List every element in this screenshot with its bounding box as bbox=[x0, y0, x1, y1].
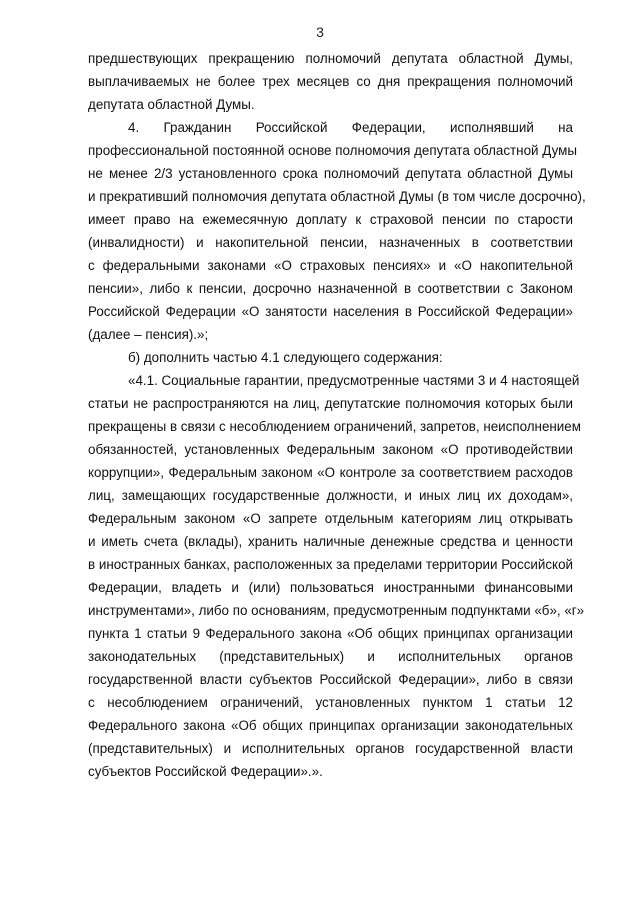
text-line: с федеральными законами «О страховых пенсиях» и «О накопительной bbox=[88, 258, 573, 273]
page-number: 3 bbox=[316, 24, 324, 40]
paragraph bbox=[88, 346, 573, 369]
text-line: (далее – пенсия).»; bbox=[88, 327, 209, 342]
text-line: законодательных (представительных) и исполнительных органов bbox=[88, 649, 573, 664]
text-line: имеет право на ежемесячную доплату к страховой пенсии по старости bbox=[88, 212, 573, 227]
text-line: Федеральным законом «О запрете отдельным категориям лиц открывать bbox=[88, 511, 573, 526]
text-line: 4. Гражданин Российской Федерации, исполнявший на bbox=[128, 120, 573, 135]
text-line: инструментами», либо по основаниям, предусмотренным подпунктами «б», «г» bbox=[88, 603, 585, 618]
text-line: пенсии», либо к пенсии, досрочно назначенной в соответствии с Законом bbox=[88, 281, 573, 296]
text-line: с несоблюдением ограничений, установленных пунктом 1 статьи 12 bbox=[88, 695, 573, 710]
text-line: и иметь счета (вклады), хранить наличные денежные средства и ценности bbox=[88, 534, 573, 549]
text-line: (представительных) и исполнительных органов государственной власти bbox=[88, 741, 573, 756]
text-line: Федерального закона «Об общих принципах организации законодательных bbox=[88, 718, 573, 733]
text-line: Российской Федерации «О занятости населения в Российской Федерации» bbox=[88, 304, 573, 319]
document-body bbox=[88, 47, 586, 783]
text-line: и прекративший полномочия депутата областной Думы (в том числе досрочно), bbox=[88, 189, 586, 204]
text-line: (инвалидности) и накопительной пенсии, назначенных в соответствии bbox=[88, 235, 573, 250]
text-line: прекращены в связи с несоблюдением ограничений, запретов, неисполнением bbox=[88, 419, 581, 434]
text-line: обязанностей, установленных Федеральным законом «О противодействии bbox=[88, 442, 573, 457]
text-line: субъектов Российской Федерации».». bbox=[88, 764, 323, 779]
text-line: государственной власти субъектов Российской Федерации», либо в связи bbox=[88, 672, 573, 687]
text-line: депутата областной Думы. bbox=[88, 97, 255, 112]
paragraph bbox=[88, 369, 585, 783]
text-line: статьи не распространяются на лиц, депутатские полномочия которых были bbox=[88, 396, 573, 411]
text-line: пункта 1 статьи 9 Федерального закона «Об общих принципах организации bbox=[88, 626, 573, 641]
text-line: б) дополнить частью 4.1 следующего содержания: bbox=[128, 350, 443, 365]
text-line: выплачиваемых не более трех месяцев со дня прекращения полномочий bbox=[88, 74, 573, 89]
paragraph bbox=[88, 116, 586, 346]
text-line: в иностранных банках, расположенных за пределами территории Российской bbox=[88, 557, 573, 572]
text-line: предшествующих прекращению полномочий депутата областной Думы, bbox=[88, 51, 573, 66]
paragraph bbox=[88, 47, 573, 116]
text-line: не менее 2/3 установленного срока полномочий депутата областной Думы bbox=[88, 166, 573, 181]
text-line: «4.1. Социальные гарантии, предусмотренные частями 3 и 4 настоящей bbox=[128, 373, 580, 388]
text-line: Федерации, владеть и (или) пользоваться иностранными финансовыми bbox=[88, 580, 573, 595]
text-line: профессиональной постоянной основе полномочия депутата областной Думы bbox=[88, 143, 577, 158]
text-line: коррупции», Федеральным законом «О контроле за соответствием расходов bbox=[88, 465, 573, 480]
text-line: лиц, замещающих государственные должности, и иных лиц их доходам», bbox=[88, 488, 573, 503]
